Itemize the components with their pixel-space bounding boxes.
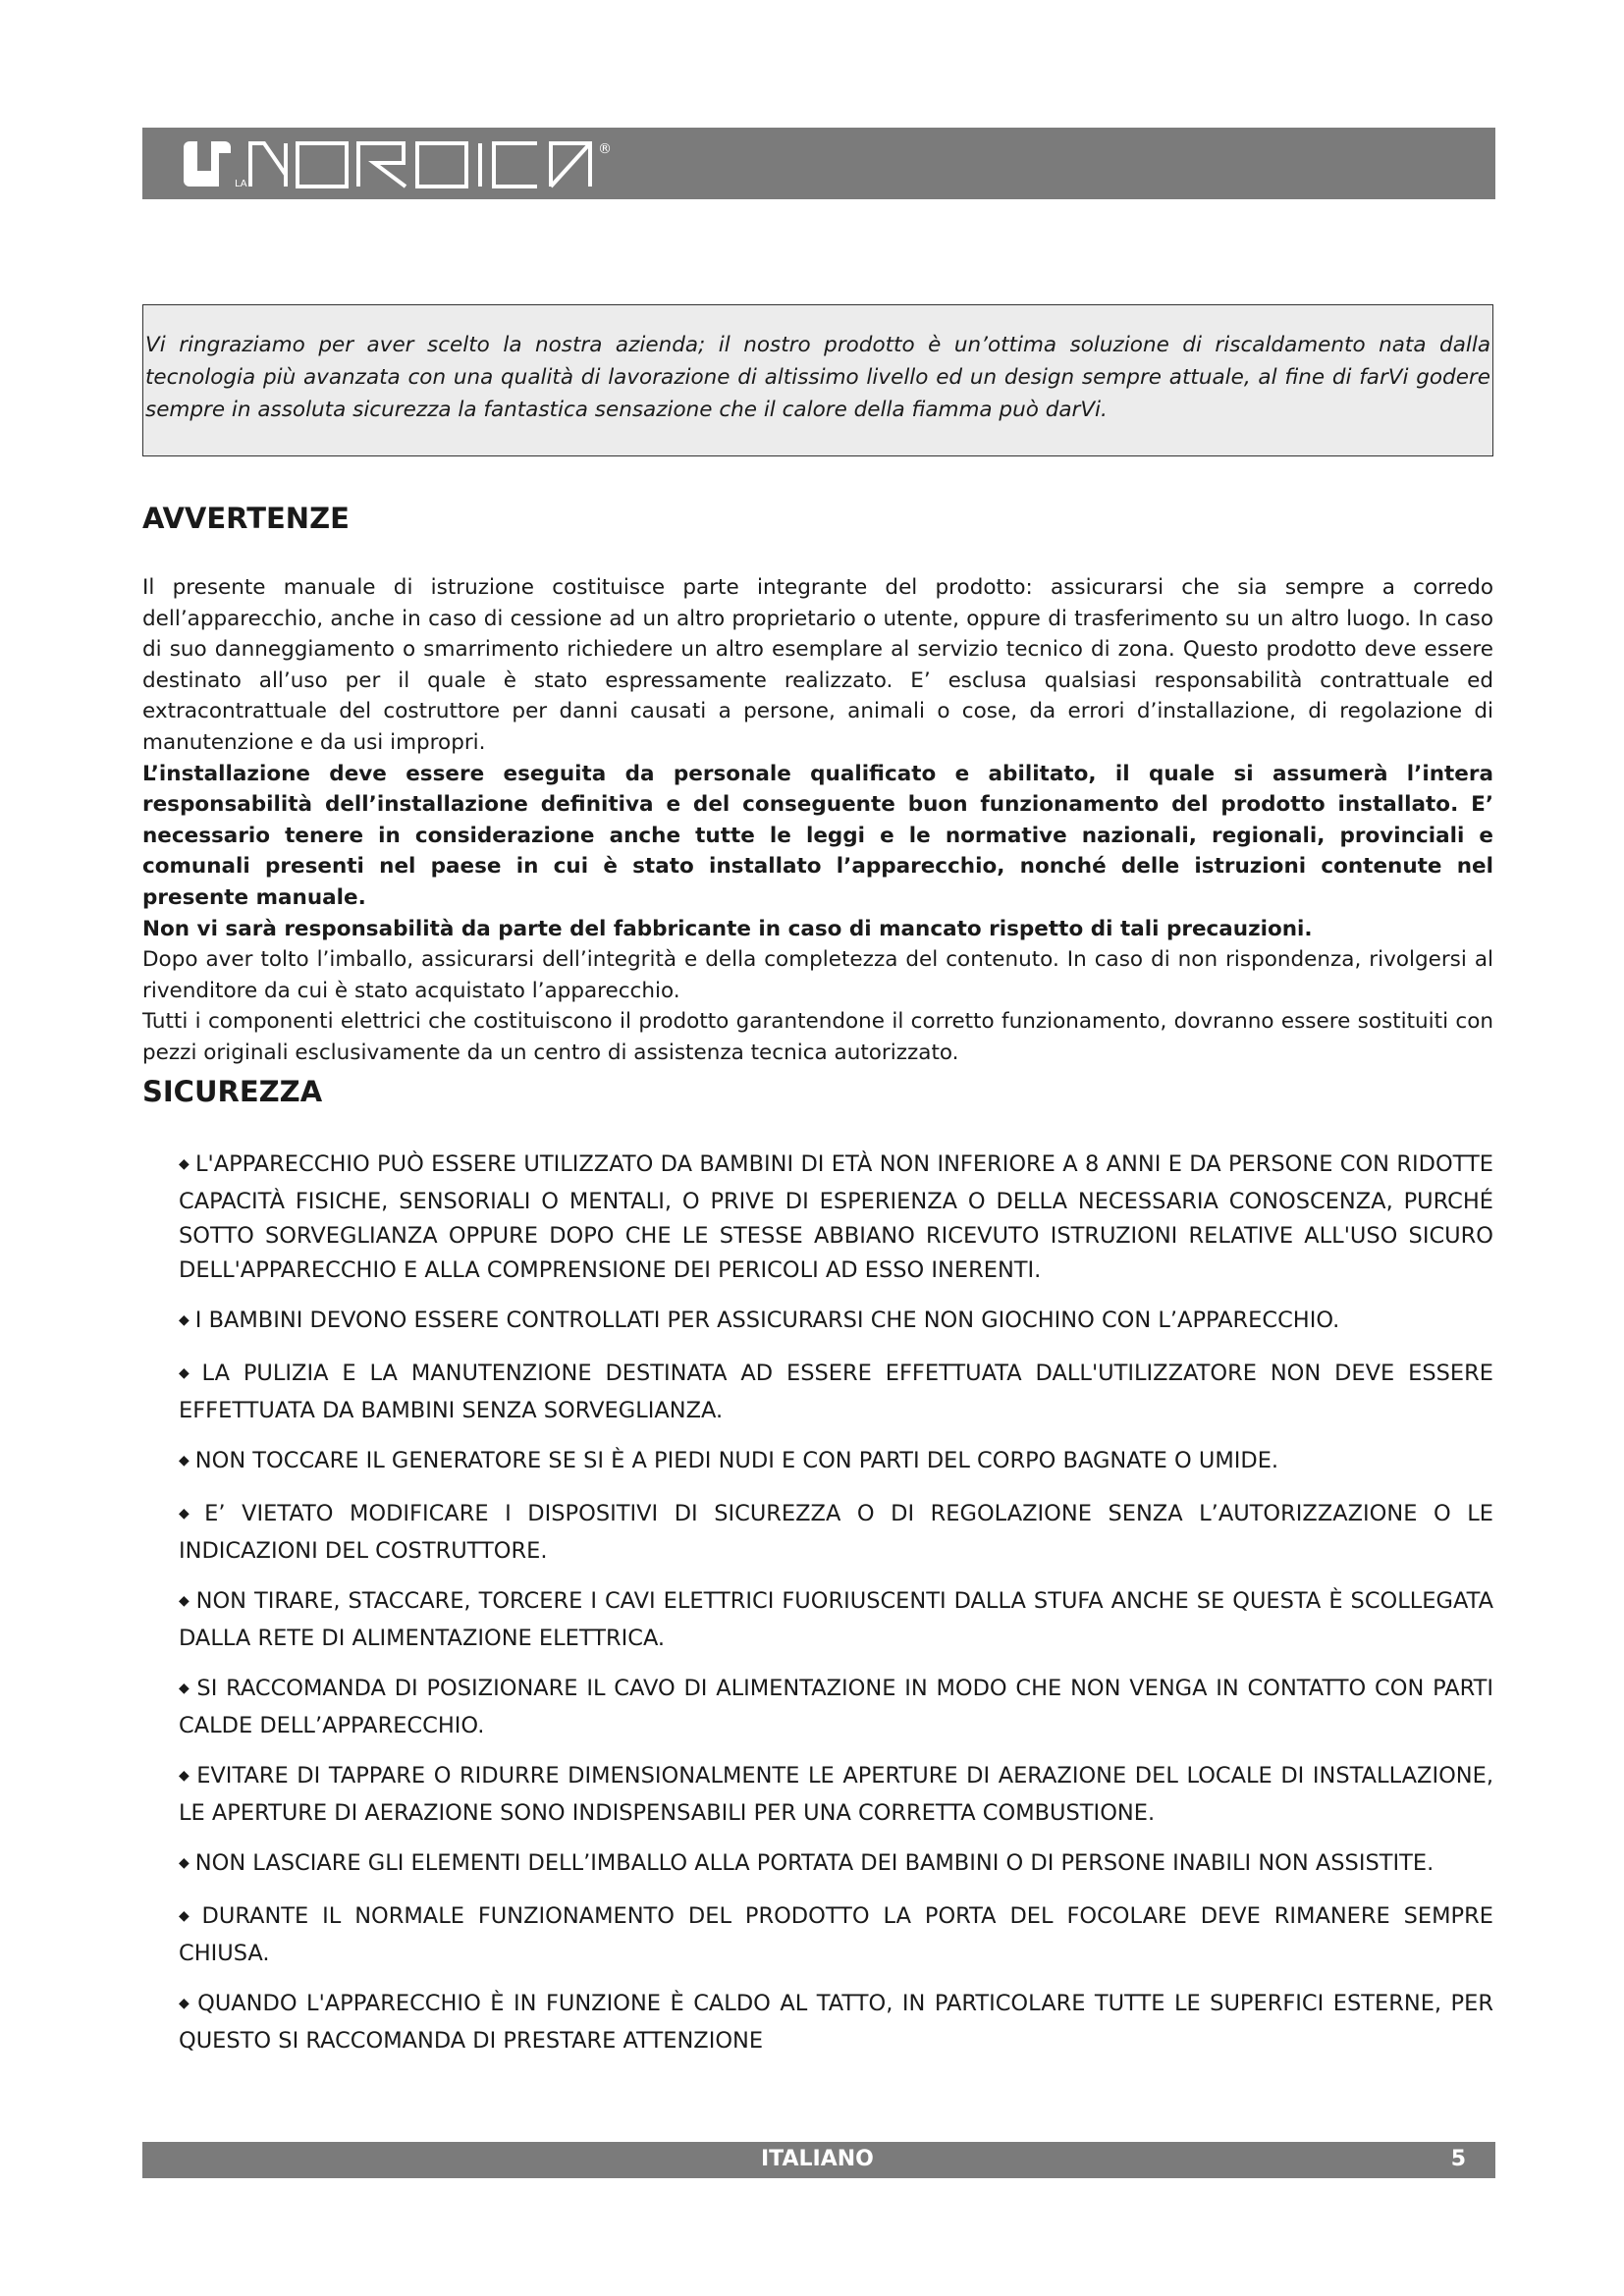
safety-item: ◆ DURANTE IL NORMALE FUNZIONAMENTO DEL PRODOTTO LA PORTA DEL FOCOLARE DEVE RIMANERE SEMPRE CHIUSA. [179, 1903, 1493, 1966]
diamond-bullet-icon: ◆ [179, 1768, 191, 1784]
avvertenze-paragraph-3: Non vi sarà responsabilità da parte del fabbricante in caso di mancato rispetto di tali precauzioni. [142, 916, 1313, 941]
avvertenze-paragraph-4: Dopo aver tolto l’imballo, assicurarsi dell’integrità e della completezza del contenuto. In caso di non rispondenza, rivolgersi al rivenditore da cui è stato acquistato l’apparecchio. [142, 947, 1493, 1003]
safety-list [179, 1148, 1493, 2074]
la-nordica-logo [182, 135, 633, 192]
safety-item: ◆ NON LASCIARE GLI ELEMENTI DELL’IMBALLO ALLA PORTATA DEI BAMBINI O DI PERSONE INABILI NON ASSISTITE. [179, 1850, 1435, 1876]
safety-item: ◆ E’ VIETATO MODIFICARE I DISPOSITIVI DI SICUREZZA O DI REGOLAZIONE SENZA L’AUTORIZZAZIONE O LE INDICAZIONI DEL COSTRUTTORE. [179, 1501, 1493, 1564]
safety-item: ◆ I BAMBINI DEVONO ESSERE CONTROLLATI PER ASSICURARSI CHE NON GIOCHINO CON L’APPARECCHIO. [179, 1308, 1340, 1333]
header-bar [142, 128, 1495, 199]
safety-item: ◆ EVITARE DI TAPPARE O RIDURRE DIMENSIONALMENTE LE APERTURE DI AERAZIONE DEL LOCALE DI INSTALLAZIONE, LE APERTURE DI AERAZIONE SONO INDISPENSABILI PER UNA CORRETTA COMBUSTIONE. [179, 1763, 1493, 1826]
safety-item: ◆ QUANDO L'APPARECCHIO È IN FUNZIONE È CALDO AL TATTO, IN PARTICOLARE TUTTE LE SUPERFICI ESTERNE, PER QUESTO SI RACCOMANDA DI PRESTARE ATTENZIONE [179, 1991, 1493, 2054]
safety-item: ◆ NON TOCCARE IL GENERATORE SE SI È A PIEDI NUDI E CON PARTI DEL CORPO BAGNATE O UMIDE. [179, 1448, 1279, 1473]
registered-mark: ® [598, 141, 612, 157]
sicurezza-heading: SICUREZZA [142, 1075, 323, 1108]
safety-item: ◆ LA PULIZIA E LA MANUTENZIONE DESTINATA AD ESSERE EFFETTUATA DALL'UTILIZZATORE NON DEVE ESSERE EFFETTUATA DA BAMBINI SENZA SORVEGLIANZA. [179, 1361, 1493, 1423]
safety-item: ◆ SI RACCOMANDA DI POSIZIONARE IL CAVO DI ALIMENTAZIONE IN MODO CHE NON VENGA IN CONTATTO CON PARTI CALDE DELL’APPARECCHIO. [179, 1676, 1493, 1738]
diamond-bullet-icon: ◆ [179, 1365, 196, 1381]
intro-text: Vi ringraziamo per aver scelto la nostra azienda; il nostro prodotto è un’ottima soluzione di riscaldamento nata dalla tecnologia più avanzata con una qualità di lavorazione di altissimo livello ed un design sempre attuale, al fine di farVi godere sempre in assoluta sicurezza la fantastica sensazione che il calore della fiamma può darVi. [145, 333, 1490, 422]
diamond-bullet-icon: ◆ [179, 1908, 196, 1924]
avvertenze-paragraph-1: Il presente manuale di istruzione costituisce parte integrante del prodotto: assicurarsi che sia sempre a corredo dell’apparecchio, anche in caso di cessione ad un altro proprietario o utente, oppure di trasferimento su un altro luogo. In caso di suo danneggiamento o smarrimento richiedere un altro esemplare al servizio tecnico di zona. Questo prodotto deve essere destinato all’uso per il quale è stato espressamente realizzato. E’ esclusa qualsiasi responsabilità contrattuale ed extracontrattuale del costruttore per danni causati a persone, animali o cose, da errori d’installazione, di regolazione di manutenzione e da usi impropri. [142, 575, 1493, 755]
diamond-bullet-icon: ◆ [179, 1506, 199, 1522]
avvertenze-paragraph-5: Tutti i componenti elettrici che costituiscono il prodotto garantendone il corretto funzionamento, dovranno essere sostituiti con pezzi originali esclusivamente da un centro di assistenza tecnica autorizzato. [142, 1009, 1493, 1065]
safety-item: ◆ L'APPARECCHIO PUÒ ESSERE UTILIZZATO DA BAMBINI DI ETÀ NON INFERIORE A 8 ANNI E DA PERSONE CON RIDOTTE CAPACITÀ FISICHE, SENSORIALI O MENTALI, O PRIVE DI ESPERIENZA O DELLA NECESSARIA CONOSCENZA, PURCHÉ SOTTO SORVEGLIANZA OPPURE DOPO CHE LE STESSE ABBIANO RICEVUTO ISTRUZIONI RELATIVE ALL'USO SICURO DELL'APPARECCHIO E ALLA COMPRENSIONE DEI PERICOLI AD ESSO INERENTI. [179, 1151, 1493, 1283]
diamond-bullet-icon: ◆ [179, 1681, 191, 1696]
diamond-bullet-icon: ◆ [179, 1855, 189, 1871]
diamond-bullet-icon: ◆ [179, 1156, 189, 1172]
diamond-bullet-icon: ◆ [179, 1312, 189, 1328]
footer-language: ITALIANO [761, 2147, 874, 2171]
avvertenze-heading: AVVERTENZE [142, 502, 350, 535]
intro-box [142, 304, 1493, 456]
safety-item: ◆ NON TIRARE, STACCARE, TORCERE I CAVI ELETTRICI FUORIUSCENTI DALLA STUFA ANCHE SE QUESTA È SCOLLEGATA DALLA RETE DI ALIMENTAZIONE ELETTRICA. [179, 1588, 1493, 1651]
diamond-bullet-icon: ◆ [179, 1593, 190, 1609]
diamond-bullet-icon: ◆ [179, 1996, 192, 2011]
avvertenze-body [142, 572, 1493, 1069]
diamond-bullet-icon: ◆ [179, 1453, 189, 1468]
logo-prefix: LA [235, 179, 247, 189]
page-number: 5 [1450, 2147, 1466, 2171]
footer-bar [142, 2142, 1495, 2178]
avvertenze-paragraph-2: L’installazione deve essere eseguita da personale qualificato e abilitato, il quale si assumerà l’intera responsabilità dell’installazione definitiva e del conseguente buon funzionamento del prodotto installato. E’ necessario tenere in considerazione anche tutte le leggi e le normative nazionali, regionali, provinciali e comunali presenti nel paese in cui è stato installato l’apparecchio, nonché delle istruzioni contenute nel presente manuale. [142, 761, 1493, 910]
